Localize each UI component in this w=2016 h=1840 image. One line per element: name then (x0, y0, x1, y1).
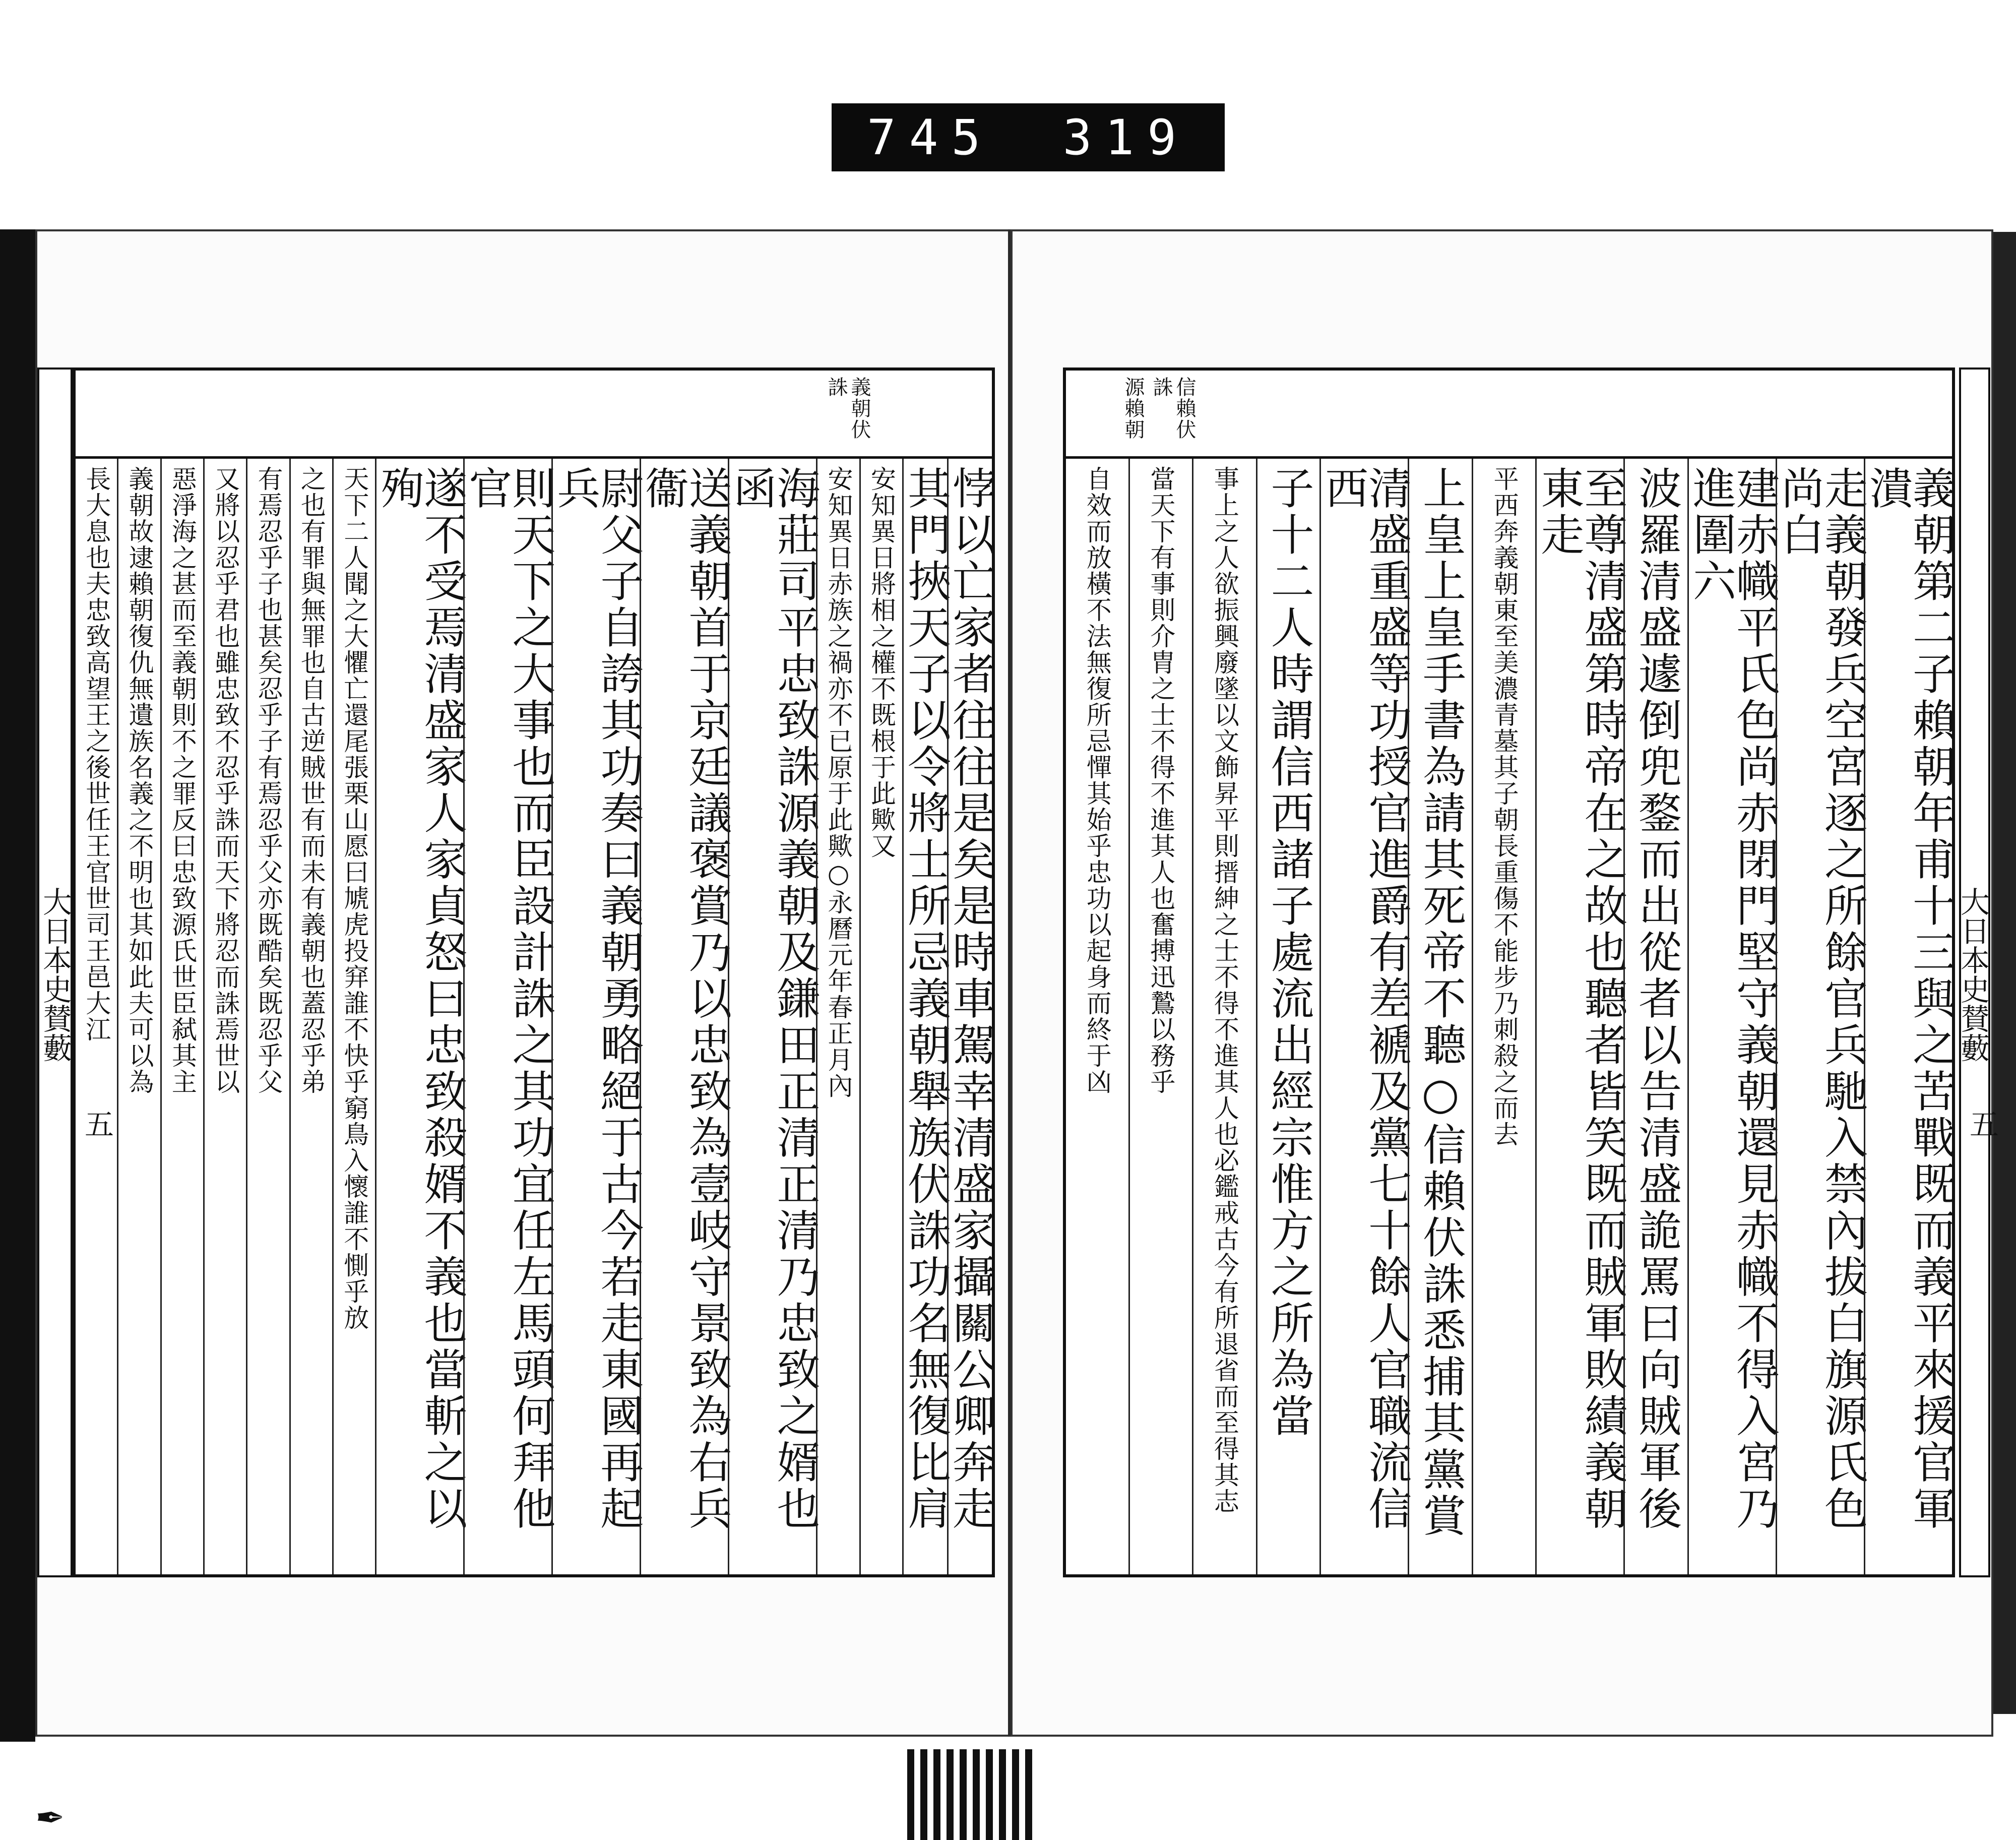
text-column: 則天下之大事也而臣設計誅之其功宜任左馬頭何拜他官 (463, 459, 551, 1574)
right-spine-title-text: 大日本史賛藪 (1956, 887, 1990, 1062)
left-text-frame (73, 367, 995, 1577)
left-folio: 五 (80, 1109, 114, 1138)
text-column: 事上之人欲振興廢墜以文飾昇平則搢紳之士不得不進其人也必鑑戒古今有所退省而至得其志 (1192, 459, 1256, 1574)
archive-label (832, 103, 1225, 171)
text-column: 又將以忍乎君也雖忠致不忍乎誅而天下將忍而誅焉世以 (203, 459, 246, 1574)
binding-mark (907, 1749, 1038, 1840)
left-header-row (76, 371, 992, 459)
text-column: 長大息也夫忠致高望王之後世任王官世司王邑大江 (82, 466, 111, 1042)
text-column: 有焉忍乎子也甚矣忍乎子有焉忍乎父亦既酷矣既忍乎父 (246, 459, 289, 1574)
right-header-note: 源賴朝 (1121, 377, 1145, 440)
text-column: 遂不受焉清盛家人家貞怒曰忠致殺婿不義也當斬之以殉 (375, 459, 463, 1574)
left-text-area (76, 459, 995, 1574)
archive-label-right: 319 (1062, 109, 1189, 166)
text-column: 安知異日赤族之禍亦不已原于此歟○永曆元年春正月內 (816, 459, 859, 1574)
right-text-frame (1063, 367, 1955, 1577)
text-column: 至尊清盛第時帝在之故也聽者皆笑既而賊軍敗績義朝東走 (1535, 459, 1623, 1574)
right-header-note: 信賴伏誅 (1150, 377, 1196, 440)
right-spine-title (1956, 367, 1990, 1577)
text-column: 悖以亡家者往往是矣是時車駕幸清盛家攝關公卿奔走 (947, 459, 992, 1574)
text-column: 惡淨海之甚而至義朝則不之罪反曰忠致源氏世臣弑其主 (160, 459, 203, 1574)
text-column: 自效而放橫不法無復所忌憚其始乎忠功以起身而終于凶 (1082, 466, 1112, 1095)
text-column: 安知異日將相之權不既根于此歟又 (859, 459, 902, 1574)
right-page (1011, 229, 1993, 1737)
text-column: 平西奔義朝東至美濃青墓其子朝長重傷不能步乃刺殺之而去 (1472, 459, 1536, 1574)
text-column: 其門挾天子以令將士所忌義朝舉族伏誅功名無復比肩 (902, 459, 947, 1574)
text-column: 建赤幟平氏色尚赤閉門堅守義朝還見赤幟不得入宮乃進圍六 (1687, 459, 1776, 1574)
right-folio: 五 (1965, 1109, 1999, 1138)
archive-label-left: 745 (867, 109, 994, 166)
text-column: 之也有罪與無罪也自古逆賊世有而未有義朝也蓋忍乎弟 (289, 459, 332, 1574)
book-edge-left (0, 229, 35, 1742)
text-column: 義朝故逮賴朝復仇無遺族名義之不明也其如此夫可以為 (117, 459, 160, 1574)
text-column: 天下二人聞之大懼亡還尾張栗山愿曰虓虎投穽誰不快乎窮鳥入懷誰不惻乎放 (332, 459, 375, 1574)
text-column: 義朝第二子賴朝年甫十三與之苦戰既而義平來援官軍潰 (1864, 459, 1952, 1574)
text-column: 子十二人時謂信西諸子處流出經宗惟方之所為當 (1256, 459, 1320, 1574)
right-text-area (1066, 459, 1956, 1574)
left-page (35, 229, 1026, 1737)
left-header-note: 義朝伏誅 (825, 377, 871, 440)
left-spine-title: 大日本史賛藪 (37, 367, 73, 1577)
text-column: 當天下有事則介胄之士不得不進其人也奮搏迅鷙以務乎 (1128, 459, 1192, 1574)
text-column: 海莊司平忠致誅源義朝及鎌田正清正清乃忠致之婿也函 (728, 459, 816, 1574)
text-column: 波羅清盛遽倒兜鍪而出從者以告清盛詭罵曰向賊軍後 (1623, 459, 1687, 1574)
text-column: 上皇上皇手書為請其死帝不聽○信賴伏誅悉捕其黨賞 (1408, 459, 1472, 1574)
book-edge-right (1993, 232, 2016, 1714)
text-column: 尉父子自誇其功奏曰義朝勇略絕于古今若走東國再起兵 (551, 459, 640, 1574)
text-column: 送義朝首于京廷議褒賞乃以忠致為壹岐守景致為右兵衞 (640, 459, 728, 1574)
ink-speck: ✒ (35, 1797, 65, 1838)
text-column: 走義朝發兵空宮逐之所餘官兵馳入禁內拔白旗源氏色尚白 (1776, 459, 1864, 1574)
right-header-row (1066, 371, 1952, 459)
text-column: 清盛重盛等功授官進爵有差褫及黨七十餘人官職流信西 (1319, 459, 1408, 1574)
